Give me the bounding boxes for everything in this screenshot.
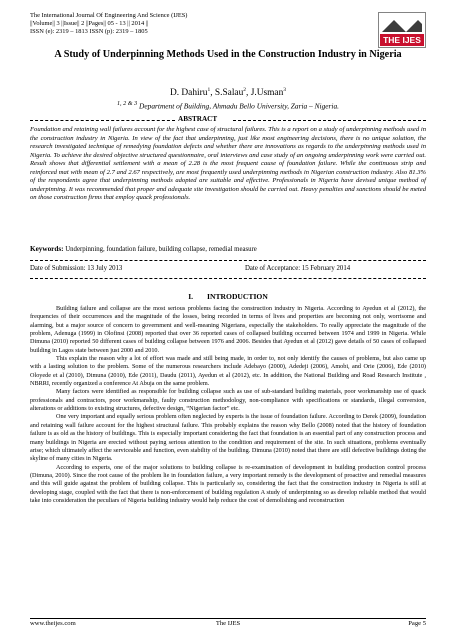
section-heading: [30, 292, 426, 301]
page-footer: [30, 620, 426, 630]
logo-text: THE IJES: [383, 35, 421, 45]
footer-journal: The IJES: [215, 620, 241, 627]
journal-issn: ISSN (e): 2319 – 1813 ISSN (p): 2319 – 1805: [30, 28, 148, 36]
section-number: I.: [188, 292, 194, 301]
paragraph: One very important and equally serious problem often neglected by experts is the issue of foundation failure. According to Derek (2009), foundation and retaining wall failure account for the highest structural failure. This probably explains the reason why Bello (2008) noted that the history of foundation failure is as old as the history of buildings. This is especially important considering the fact that foundation is an essential part of any construction process and many buildings in Nigeria are erected without paying serious attention to the condition and requirement of the site. In such situations, problems eventually arise; which ultimately affect the serviceable and function, even stability of the building. Dimuna (2010) noted that there are still defective buildings doting the skyline of many cities in Nigeria.: [30, 413, 426, 463]
paragraph: Building failure and collapse are the most serious problems facing the construction industry in Nigeria. According to Ayedun et al (2012), the frequencies of their occurrences and the magnitude of the losses, being recorded in terms of lives and properties are becoming not only, worrisome and alarming, but a major source of concern to government and well-meaning Nigerians, especially the stakeholders. To really appreciate the magnitude of the problem, Adenuga (1999) in Olofinsi (2008) reported that over 36 reported cases of collapsed building occurred between 1974 and 1999 in Nigeria. While Dimuna (2010) reported 50 different cases of building collapse between 1976 and 2006. Besides that Ayedun et al (2012) gave details of 50 cases of collapsed building in Lagos state between just 2000 and 2010.: [30, 305, 426, 354]
author-3-mark: 3: [283, 87, 287, 93]
footer-rule: [30, 618, 426, 619]
paper-title: A Study of Underpinning Methods Used in the Construction Industry in Nigeria: [54, 49, 402, 60]
keywords: [30, 245, 426, 254]
journal-header: [30, 12, 360, 37]
author-2: S.Salau: [214, 88, 244, 99]
journal-name: The International Journal Of Engineering And Science (IJES): [30, 12, 188, 19]
dates-rule-bottom: [30, 278, 426, 279]
affiliation-text: Department of Building, Ahmadu Bello University, Zaria – Nigeria.: [137, 101, 340, 111]
journal-logo: [378, 12, 426, 48]
dates-rule-top: [30, 260, 426, 261]
abstract-text: Foundation and retaining wall failures account for the highest case of structural failures. This is a report on a study of underpinning methods used in the construction industry in Nigeria. In view of the fact that underpinning, just like most engineering decisions, there is no unique solution, the research investigated technique of remedying foundation defects and whether there are innovations as regards to the underpinning methods used in Nigeria. To achieve the desired objective structured questionnaire, oral interviews and case study of an ongoing underpinning work were carried out. Result shows that differential settlement with a mean of 2.28 is the most frequent cause of foundation failure. While the continuous strip and reinforced mat with mean of 2.7 and 2.67 respectively, are most frequently used underpinning methods in Nigerian construction industry. Also 81.3% of the respondents agree that underpinning methods adopted are suitable and effective. Professionals in Nigeria have devised unique method of underpinning. It was recommended that proper and adequate site investigation should be carried out. Heavy penalties and sanctions should be meted on those construction firms that employ quack professionals.: [30, 126, 426, 202]
author-3: J.Usman: [250, 88, 284, 99]
abstract-divider: [30, 116, 426, 124]
date-submission: Date of Submission: 13 July 2013: [30, 265, 123, 272]
keywords-label: Keywords:: [30, 245, 64, 253]
keywords-text: Underpinning, foundation failure, building collapse, remedial measure: [63, 246, 257, 253]
paragraph: According to experts, one of the major solutions to building collapse is re-examination of development in building production control process (Dimuna, 2010). Since the root cause of the problem lie in foundation failure, a very important remedy is the development of proactive and remedial measures and this will guide against the problem of building collapse. This is particularly so, considering the fact that the construction industry in Nigeria is still at developing stage, coupled with the fact that there is non-enforcement of building regulation A study of underpinning so as develop reliable method that would take into consideration the peculiars of Nigeria building industry would help reduce the cost of demolishing and reconstruction: [30, 463, 426, 504]
introduction-body: [30, 305, 426, 505]
affiliation: [30, 99, 426, 111]
footer-url[interactable]: www.theijes.com: [30, 620, 76, 627]
paragraph: This explain the reason why a lot of effort was made and still being made, in order to, not only identify the causes of problems, but also came up with a lasting solution to the problem. Some of the numerous researchers include Adebayo (2000), Adedeji (2006), Amobi, and Orie (2006), Ede (2010) Oloyede et al (2010), Dimuna (2010), Ede (2011), Daudu (2011), Ayedun et al (2012), etc. In addition, the National Building and Road Research Institute , NBRRI, recently organized a conference At Abuja on the same problem.: [30, 355, 426, 388]
journal-volume: ||Volume|| 3 ||Issue|| 2 ||Pages|| 05 - 13 || 2014 ||: [30, 20, 149, 28]
submission-dates: [30, 265, 426, 275]
affiliation-marks: 1, 2 & 3: [116, 101, 138, 107]
author-list: D. Dahiru$^1$, S.Salau$^2$, J.Usman$^3$: [169, 87, 287, 99]
date-acceptance: Date of Acceptance: 15 February 2014: [245, 265, 351, 272]
author-2-mark: 2: [243, 87, 247, 93]
author-1-mark: 1: [207, 87, 211, 93]
abstract-heading: ABSTRACT: [178, 115, 218, 123]
paragraph: Many factors were identified as responsible for building collapse such as use of sub-standard building materials, poor workmanship use of quack professionals and contractors, poor workmanship, faulty construction methodology, non-compliance with specifications or standards, illegal conversion, alterations or additions to existing structures, defective design, “Nigerian factor” etc.: [30, 388, 426, 413]
footer-page-number: Page 5: [408, 620, 426, 627]
author-1: D. Dahiru: [169, 88, 208, 99]
section-title: INTRODUCTION: [207, 292, 268, 301]
